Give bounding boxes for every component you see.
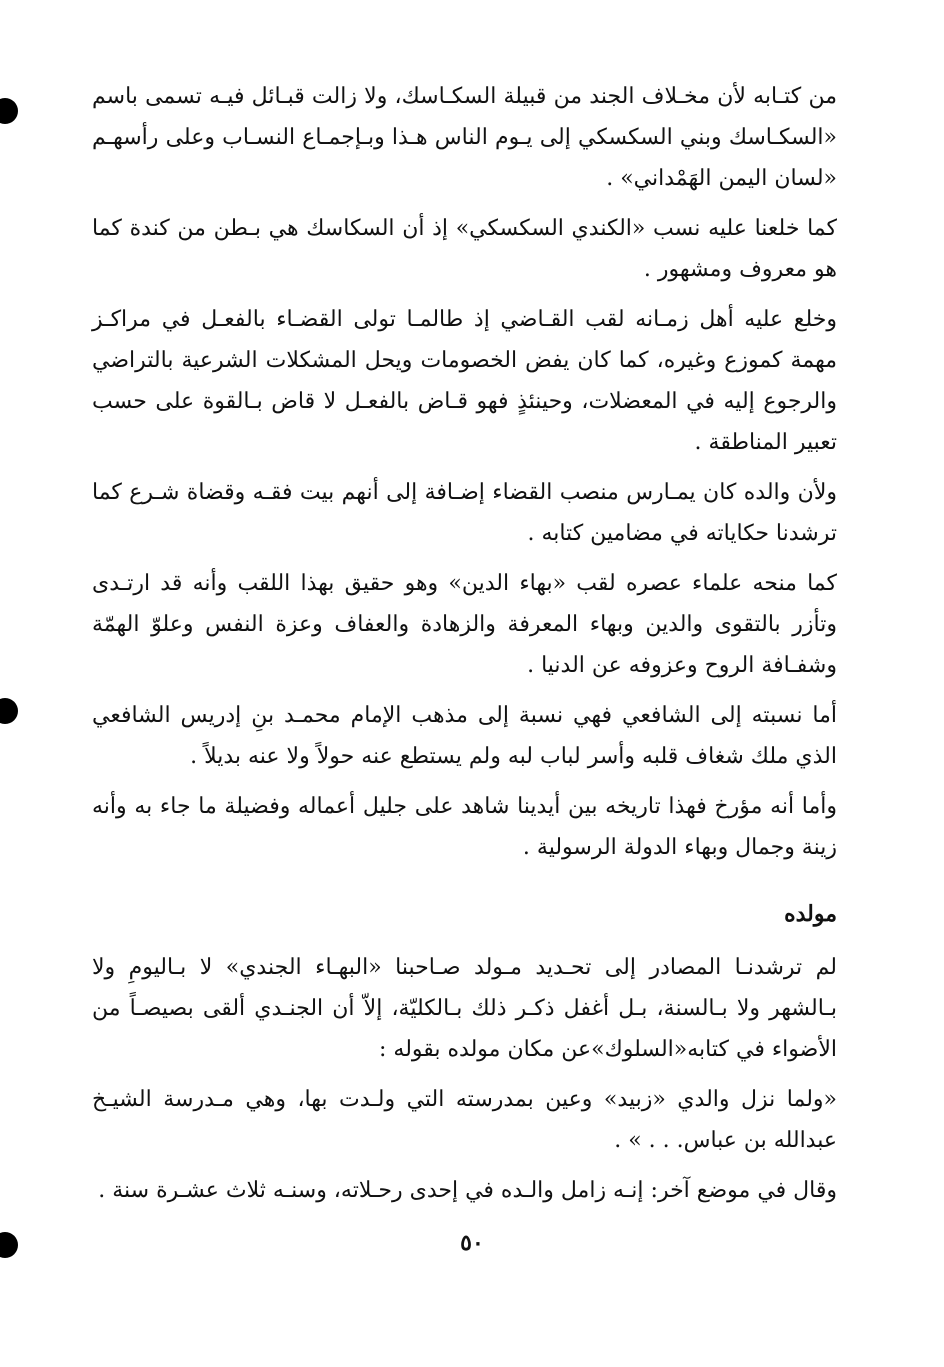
- paragraph: كما منحه علماء عصره لقب «بهاء الدين» وهو حقيق بهذا اللقب وأنه قد ارتـدى وتأزر بالتقوى والدين وبهاء المعرفة والزهادة والعفاف وعزة النفس وعلوّ الهمّة وشفـافة الروح وعزوفه عن الدنيا .: [92, 571, 837, 678]
- paragraph: وخلع عليه أهل زمـانه لقب القـاضي إذ طالمـا تولى القضـاء بالفعـل في مراكـز مهمة كموزع وغيره، كما كان يفض الخصومات ويحل المشكلات الشرعية بالتراضي والرجوع إليه في المعضلات، وحينئذٍ فهو قـاض بالفعـل لا قاض بـالقوة على حسب تعبير المناطقة .: [92, 307, 837, 455]
- paragraph: وأما أنه مؤرخ فهذا تاريخه بين أيدينا شاهد على جليل أعماله وفضيلة ما جاء به وأنه زينة وجمال وبهاء الدولة الرسولية .: [92, 794, 837, 860]
- paragraph: وقال في موضع آخر: إنـه زامل والـده في إحدى رحـلاته، وسنـه ثلاث عشـرة سنة .: [98, 1178, 837, 1203]
- paragraph: ولأن والده كان يمـارس منصب القضاء إضـافة إلى أنهم بيت فقـه وقضاة شـرع كما ترشدنا حكاياته في مضامين كتابه .: [92, 480, 837, 546]
- binding-hole: [0, 698, 18, 724]
- paragraph: أما نسبته إلى الشافعي فهي نسبة إلى مذهب الإمام محمـد بنِ إدريس الشافعي الذي ملك شغاف قلبه وأسر لباب لبه ولم يستطع عنه حولاً ولا عنه بديلاً .: [92, 703, 837, 769]
- page-number: ٥٠: [460, 1230, 484, 1256]
- binding-hole: [0, 98, 18, 124]
- paragraph: «ولما نزل والدي «زبيد» وعين بمدرسته التي ولـدت بها، وهي مـدرسة الشيـخ عبدالله بن عباس. . . » .: [92, 1087, 837, 1153]
- paragraph: كما خلعنا عليه نسب «الكندي السكسكي» إذ أن السكاسك هي بـطن من كندة كما هو معروف ومشهور .: [92, 216, 837, 282]
- page-body: [92, 76, 837, 1220]
- paragraph: من كتـابه لأن مخـلاف الجند من قبيلة السكـاسك، ولا زالت قبـائل فيـه تسمى باسم «السكـاسك وبني السكسكي إلى يـوم الناس هـذا وبـإجمـاع النسـاب وعلى رأسهـم «لسان اليمن الهَمْداني» .: [92, 84, 837, 191]
- section-heading: مولده: [784, 901, 837, 927]
- paragraph: لم ترشدنـا المصادر إلى تحـديد مـولد صـاحبنا «البهـاء الجندي» لا بـاليومِ ولا بـالشهر ولا بـالسنة، بـل أغفل ذكـر ذلك بـالكليّة، إلاّ أن الجنـدي ألقى بصيصـاً من الأضواء في كتابه«السلوك»عن مكان مولده بقوله :: [92, 955, 837, 1062]
